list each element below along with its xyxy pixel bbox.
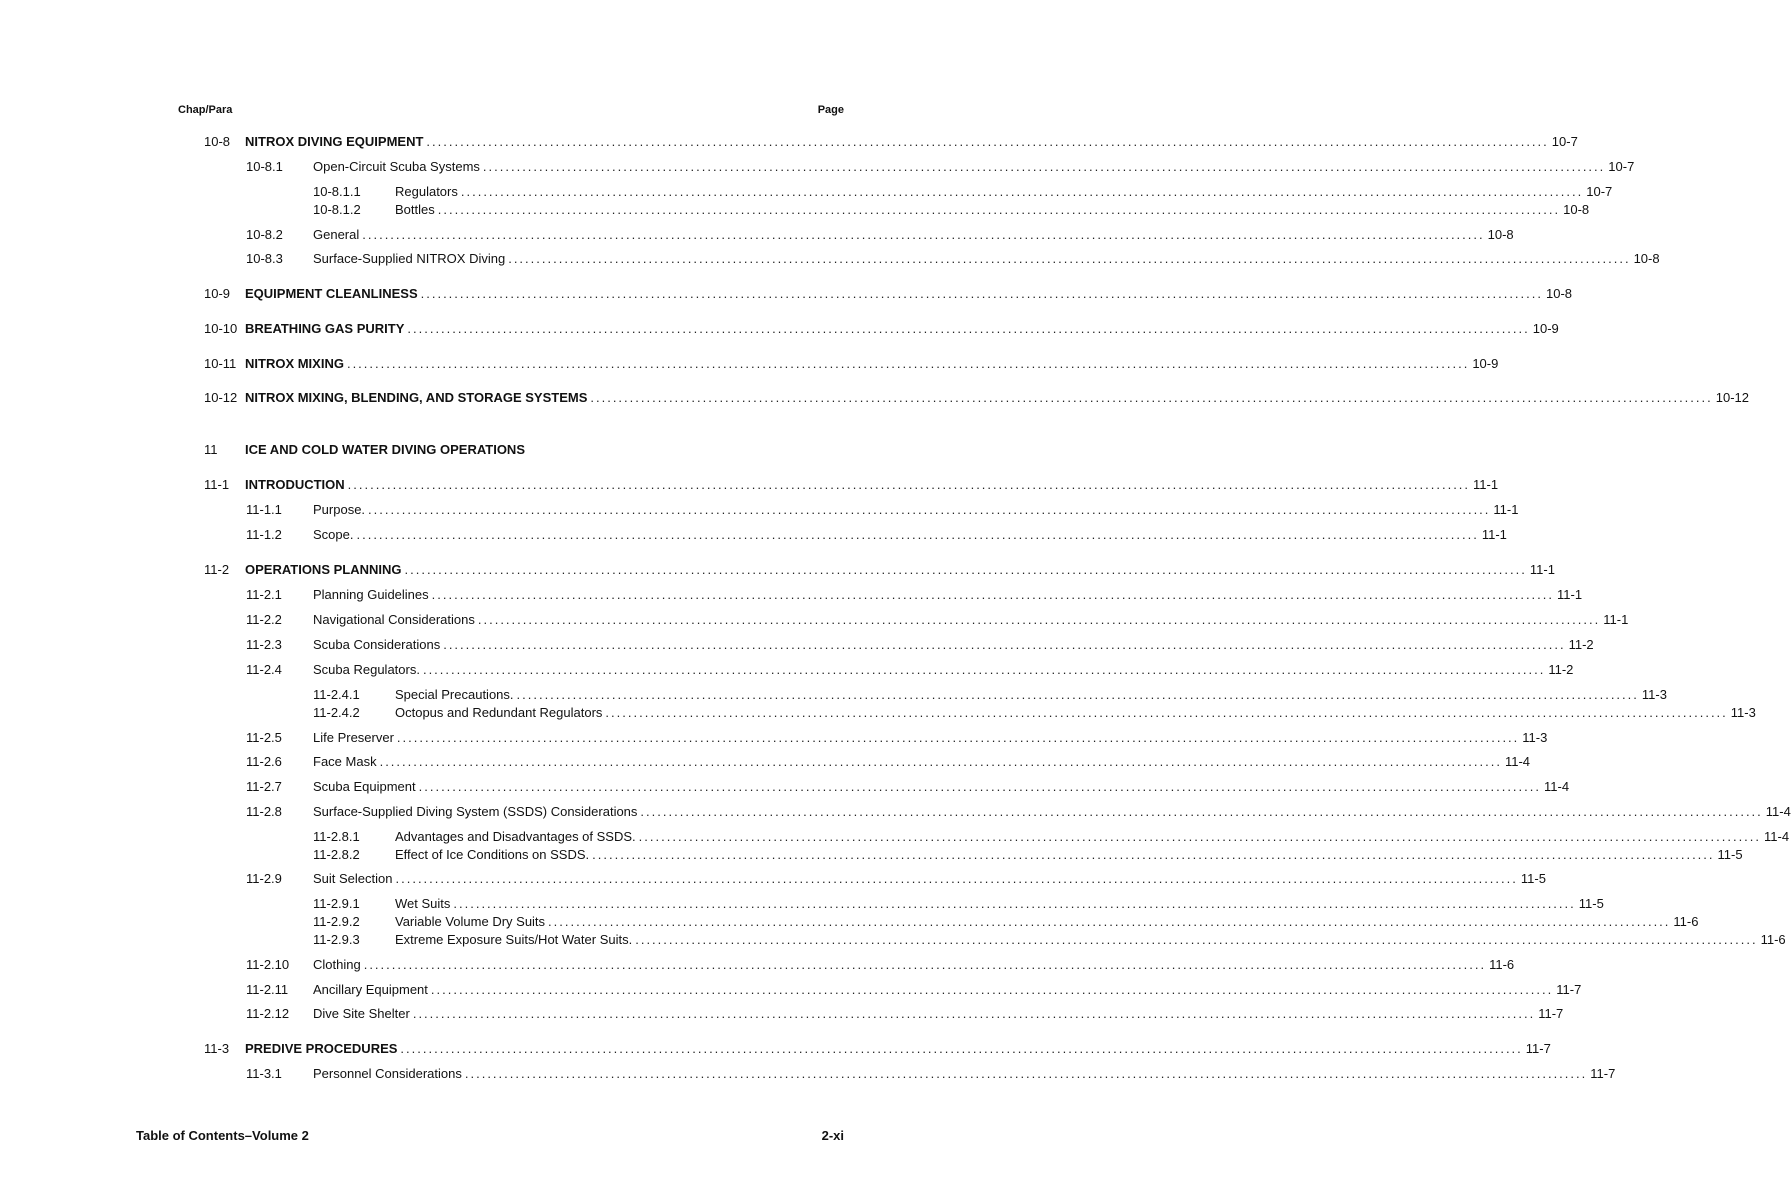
entry-number: 10-8.1.2 xyxy=(313,202,361,217)
toc-entry xyxy=(246,159,1635,175)
entry-page: 11-5 xyxy=(1578,896,1604,911)
entry-page: 10-9 xyxy=(1532,321,1559,336)
entry-page: 11-1 xyxy=(1481,527,1507,542)
toc-entry xyxy=(246,754,1531,770)
toc-entry xyxy=(204,321,1559,337)
entry-page: 11-6 xyxy=(1673,914,1699,929)
leader-dots: ........................................................................................................................................................................................................ xyxy=(508,251,1631,266)
toc-entry xyxy=(246,871,1546,887)
entry-page: 11-3 xyxy=(1730,705,1756,720)
entry-title: General xyxy=(313,227,360,242)
toc-entry xyxy=(246,587,1583,603)
entry-number: 11-1.2 xyxy=(246,527,282,542)
entry-page: 11-1 xyxy=(1493,502,1519,517)
entry-number: 11-2.8 xyxy=(246,804,282,819)
entry-number: 11-3 xyxy=(204,1041,230,1056)
leader-dots: ........................................................................................................................................................................................................ xyxy=(638,829,1762,844)
entry-number: 10-8.3 xyxy=(246,251,283,266)
entry-page: 11-2 xyxy=(1568,637,1594,652)
leader-dots: ........................................................................................................................................................................................................ xyxy=(431,587,1555,602)
toc-entry xyxy=(313,705,1756,721)
entry-number: 11-2.8.2 xyxy=(313,847,360,862)
entry-page: 11-6 xyxy=(1760,932,1786,947)
entry-number: 11-2.4.2 xyxy=(313,705,360,720)
entry-page: 11-6 xyxy=(1489,957,1515,972)
entry-title: Ancillary Equipment xyxy=(313,982,428,997)
entry-number: 11-2.10 xyxy=(246,957,290,972)
entry-page: 10-8 xyxy=(1633,251,1660,266)
leader-dots: ........................................................................................................................................................................................................ xyxy=(443,637,1566,652)
entry-number: 11 xyxy=(204,442,218,457)
footer-title: Table of Contents–Volume 2 xyxy=(136,1128,309,1143)
entry-title: Scuba Considerations xyxy=(313,637,441,652)
leader-dots: ........................................................................................................................................................................................................ xyxy=(453,896,1576,911)
toc-entry xyxy=(246,1006,1564,1022)
leader-dots: ........................................................................................................................................................................................................ xyxy=(422,662,1546,677)
entry-number: 11-2.5 xyxy=(246,730,282,745)
entry-title: Regulators xyxy=(395,184,458,199)
leader-dots: ........................................................................................................................................................................................................ xyxy=(400,1041,1523,1056)
leader-dots: ........................................................................................................................................................................................................ xyxy=(464,1066,1588,1081)
leader-dots: ........................................................................................................................................................................................................ xyxy=(592,847,1715,862)
leader-dots: ........................................................................................................................................................................................................ xyxy=(395,871,1518,886)
toc-entry xyxy=(246,730,1548,746)
entry-number: 10-9 xyxy=(204,286,231,301)
leader-dots: ........................................................................................................................................................................................................ xyxy=(404,562,1527,577)
leader-dots: ........................................................................................................................................................................................................ xyxy=(430,982,1554,997)
toc-entry xyxy=(246,612,1629,628)
entry-number: 11-2.4 xyxy=(246,662,282,677)
entry-title: Extreme Exposure Suits/Hot Water Suits. xyxy=(395,932,633,947)
leader-dots: ........................................................................................................................................................................................................ xyxy=(368,502,1491,517)
entry-page: 10-8 xyxy=(1546,286,1573,301)
entry-title: Life Preserver xyxy=(313,730,394,745)
toc-entry xyxy=(313,687,1667,703)
entry-title: Scuba Regulators. xyxy=(313,662,420,677)
entry-title: NITROX DIVING EQUIPMENT xyxy=(245,134,424,149)
entry-number: 11-2.3 xyxy=(246,637,282,652)
entry-page: 11-4 xyxy=(1764,829,1790,844)
footer-page-number: 2-xi xyxy=(821,1128,844,1143)
leader-dots: ........................................................................................................................................................................................................ xyxy=(590,390,1713,405)
entry-number: 11-2.7 xyxy=(246,779,282,794)
entry-number: 11-2.9.2 xyxy=(313,914,360,929)
entry-number: 11-2.2 xyxy=(246,612,282,627)
toc-entry xyxy=(246,982,1582,998)
leader-dots: ........................................................................................................................................................................................................ xyxy=(426,134,1549,149)
entry-number: 11-2.1 xyxy=(246,587,282,602)
entry-title: OPERATIONS PLANNING xyxy=(245,562,402,577)
entry-page: 11-1 xyxy=(1529,562,1555,577)
entry-title: Scope. xyxy=(313,527,354,542)
entry-title: ICE AND COLD WATER DIVING OPERATIONS xyxy=(245,442,525,457)
entry-page: 11-7 xyxy=(1590,1066,1616,1081)
toc-entry xyxy=(313,932,1786,948)
entry-page: 11-3 xyxy=(1641,687,1667,702)
entry-number: 10-11 xyxy=(204,356,237,371)
entry-page: 10-7 xyxy=(1586,184,1613,199)
toc-entry xyxy=(204,562,1555,578)
entry-number: 10-8 xyxy=(204,134,231,149)
entry-title: Planning Guidelines xyxy=(313,587,429,602)
toc-entry xyxy=(313,184,1613,200)
entry-title: Variable Volume Dry Suits xyxy=(395,914,546,929)
toc-entry xyxy=(313,202,1590,218)
entry-title: Surface-Supplied Diving System (SSDS) Considerations xyxy=(313,804,638,819)
table-of-contents xyxy=(204,0,1791,1198)
leader-dots: ........................................................................................................................................................................................................ xyxy=(347,477,1471,492)
entry-number: 11-2.11 xyxy=(246,982,289,997)
entry-title: BREATHING GAS PURITY xyxy=(245,321,405,336)
leader-dots: ........................................................................................................................................................................................................ xyxy=(379,754,1502,769)
entry-page: 10-8 xyxy=(1563,202,1590,217)
entry-title: PREDIVE PROCEDURES xyxy=(245,1041,398,1056)
toc-entry xyxy=(246,779,1570,795)
entry-page: 10-7 xyxy=(1551,134,1578,149)
leader-dots: ........................................................................................................................................................................................................ xyxy=(420,286,1543,301)
toc-entry xyxy=(204,390,1749,406)
entry-number: 10-8.2 xyxy=(246,227,283,242)
toc-entry xyxy=(204,134,1578,150)
entry-title: NITROX MIXING xyxy=(245,356,344,371)
leader-dots: ........................................................................................................................................................................................................ xyxy=(477,612,1601,627)
entry-title: Navigational Considerations xyxy=(313,612,475,627)
toc-entry xyxy=(313,914,1699,930)
entry-number: 11-2 xyxy=(204,562,230,577)
entry-number: 11-2.8.1 xyxy=(313,829,360,844)
entry-page: 11-5 xyxy=(1520,871,1546,886)
leader-dots: ........................................................................................................................................................................................................ xyxy=(362,227,1485,242)
toc-entry xyxy=(246,662,1574,678)
entry-page: 10-12 xyxy=(1715,390,1749,405)
leader-dots: ........................................................................................................................................................................................................ xyxy=(407,321,1530,336)
entry-number: 10-8.1 xyxy=(246,159,283,174)
leader-dots: ........................................................................................................................................................................................................ xyxy=(548,914,1671,929)
entry-number: 10-10 xyxy=(204,321,238,336)
leader-dots: ........................................................................................................................................................................................................ xyxy=(356,527,1479,542)
entry-page: 11-1 xyxy=(1557,587,1583,602)
entry-page: 11-1 xyxy=(1603,612,1629,627)
toc-entry xyxy=(246,527,1507,543)
toc-entry xyxy=(313,829,1790,845)
entry-title: Wet Suits xyxy=(395,896,451,911)
entry-title: Open-Circuit Scuba Systems xyxy=(313,159,480,174)
entry-title: Bottles xyxy=(395,202,435,217)
entry-number: 10-12 xyxy=(204,390,238,405)
entry-number: 11-3.1 xyxy=(246,1066,282,1081)
entry-title: EQUIPMENT CLEANLINESS xyxy=(245,286,418,301)
toc-entry xyxy=(246,227,1514,243)
entry-number: 11-2.9.3 xyxy=(313,932,360,947)
toc-entry xyxy=(204,477,1499,493)
column-header-page: Page xyxy=(817,104,844,116)
toc-entry xyxy=(246,804,1791,820)
leader-dots: ........................................................................................................................................................................................................ xyxy=(346,356,1470,371)
leader-dots: ........................................................................................................................................................................................................ xyxy=(635,932,1758,947)
leader-dots: ........................................................................................................................................................................................................ xyxy=(396,730,1520,745)
entry-title: NITROX MIXING, BLENDING, AND STORAGE SYSTEMS xyxy=(245,390,588,405)
entry-page: 11-4 xyxy=(1765,804,1791,819)
toc-entry xyxy=(204,1041,1551,1057)
entry-title: Face Mask xyxy=(313,754,377,769)
entry-title: Dive Site Shelter xyxy=(313,1006,410,1021)
entry-title: Suit Selection xyxy=(313,871,393,886)
entry-number: 11-2.6 xyxy=(246,754,282,769)
leader-dots: ........................................................................................................................................................................................................ xyxy=(460,184,1584,199)
entry-title: Advantages and Disadvantages of SSDS. xyxy=(395,829,636,844)
entry-page: 11-4 xyxy=(1504,754,1531,769)
leader-dots: ........................................................................................................................................................................................................ xyxy=(437,202,1561,217)
entry-number: 11-2.9 xyxy=(246,871,282,886)
entry-page: 11-3 xyxy=(1522,730,1548,745)
entry-title: Scuba Equipment xyxy=(313,779,416,794)
entry-page: 10-9 xyxy=(1472,356,1499,371)
leader-dots: ........................................................................................................................................................................................................ xyxy=(640,804,1763,819)
entry-number: 11-2.4.1 xyxy=(313,687,360,702)
entry-title: Surface-Supplied NITROX Diving xyxy=(313,251,506,266)
column-header-chap-para: Chap/Para xyxy=(178,104,233,116)
leader-dots: ........................................................................................................................................................................................................ xyxy=(412,1006,1536,1021)
entry-title: Special Precautions. xyxy=(395,687,514,702)
entry-title: Effect of Ice Conditions on SSDS. xyxy=(395,847,590,862)
entry-number: 11-1 xyxy=(204,477,230,492)
entry-page: 11-7 xyxy=(1525,1041,1551,1056)
toc-entry xyxy=(313,896,1604,912)
toc-entry xyxy=(313,847,1743,863)
leader-dots: ........................................................................................................................................................................................................ xyxy=(516,687,1639,702)
entry-title: Personnel Considerations xyxy=(313,1066,462,1081)
entry-number: 11-2.12 xyxy=(246,1006,290,1021)
entry-title: Octopus and Redundant Regulators xyxy=(395,705,603,720)
toc-entry xyxy=(246,251,1660,267)
entry-page: 11-5 xyxy=(1717,847,1743,862)
entry-page: 10-8 xyxy=(1487,227,1514,242)
entry-page: 10-7 xyxy=(1608,159,1635,174)
toc-entry xyxy=(204,286,1573,302)
entry-title: INTRODUCTION xyxy=(245,477,345,492)
entry-page: 11-7 xyxy=(1538,1006,1564,1021)
entry-number: 11-2.9.1 xyxy=(313,896,360,911)
entry-page: 11-1 xyxy=(1473,477,1499,492)
entry-page: 11-4 xyxy=(1544,779,1570,794)
leader-dots: ........................................................................................................................................................................................................ xyxy=(482,159,1606,174)
entry-page: 11-7 xyxy=(1556,982,1582,997)
entry-page: 11-2 xyxy=(1548,662,1574,677)
chapter-heading xyxy=(204,442,844,458)
toc-entry xyxy=(204,356,1499,372)
toc-entry xyxy=(246,637,1594,653)
toc-entry xyxy=(246,502,1519,518)
leader-dots: ........................................................................................................................................................................................................ xyxy=(605,705,1728,720)
leader-dots: ........................................................................................................................................................................................................ xyxy=(363,957,1487,972)
entry-title: Clothing xyxy=(313,957,361,972)
entry-title: Purpose. xyxy=(313,502,366,517)
entry-number: 10-8.1.1 xyxy=(313,184,361,199)
leader-dots: ........................................................................................................................................................................................................ xyxy=(418,779,1541,794)
toc-entry xyxy=(246,1066,1616,1082)
entry-number: 11-1.1 xyxy=(246,502,282,517)
toc-entry xyxy=(246,957,1515,973)
